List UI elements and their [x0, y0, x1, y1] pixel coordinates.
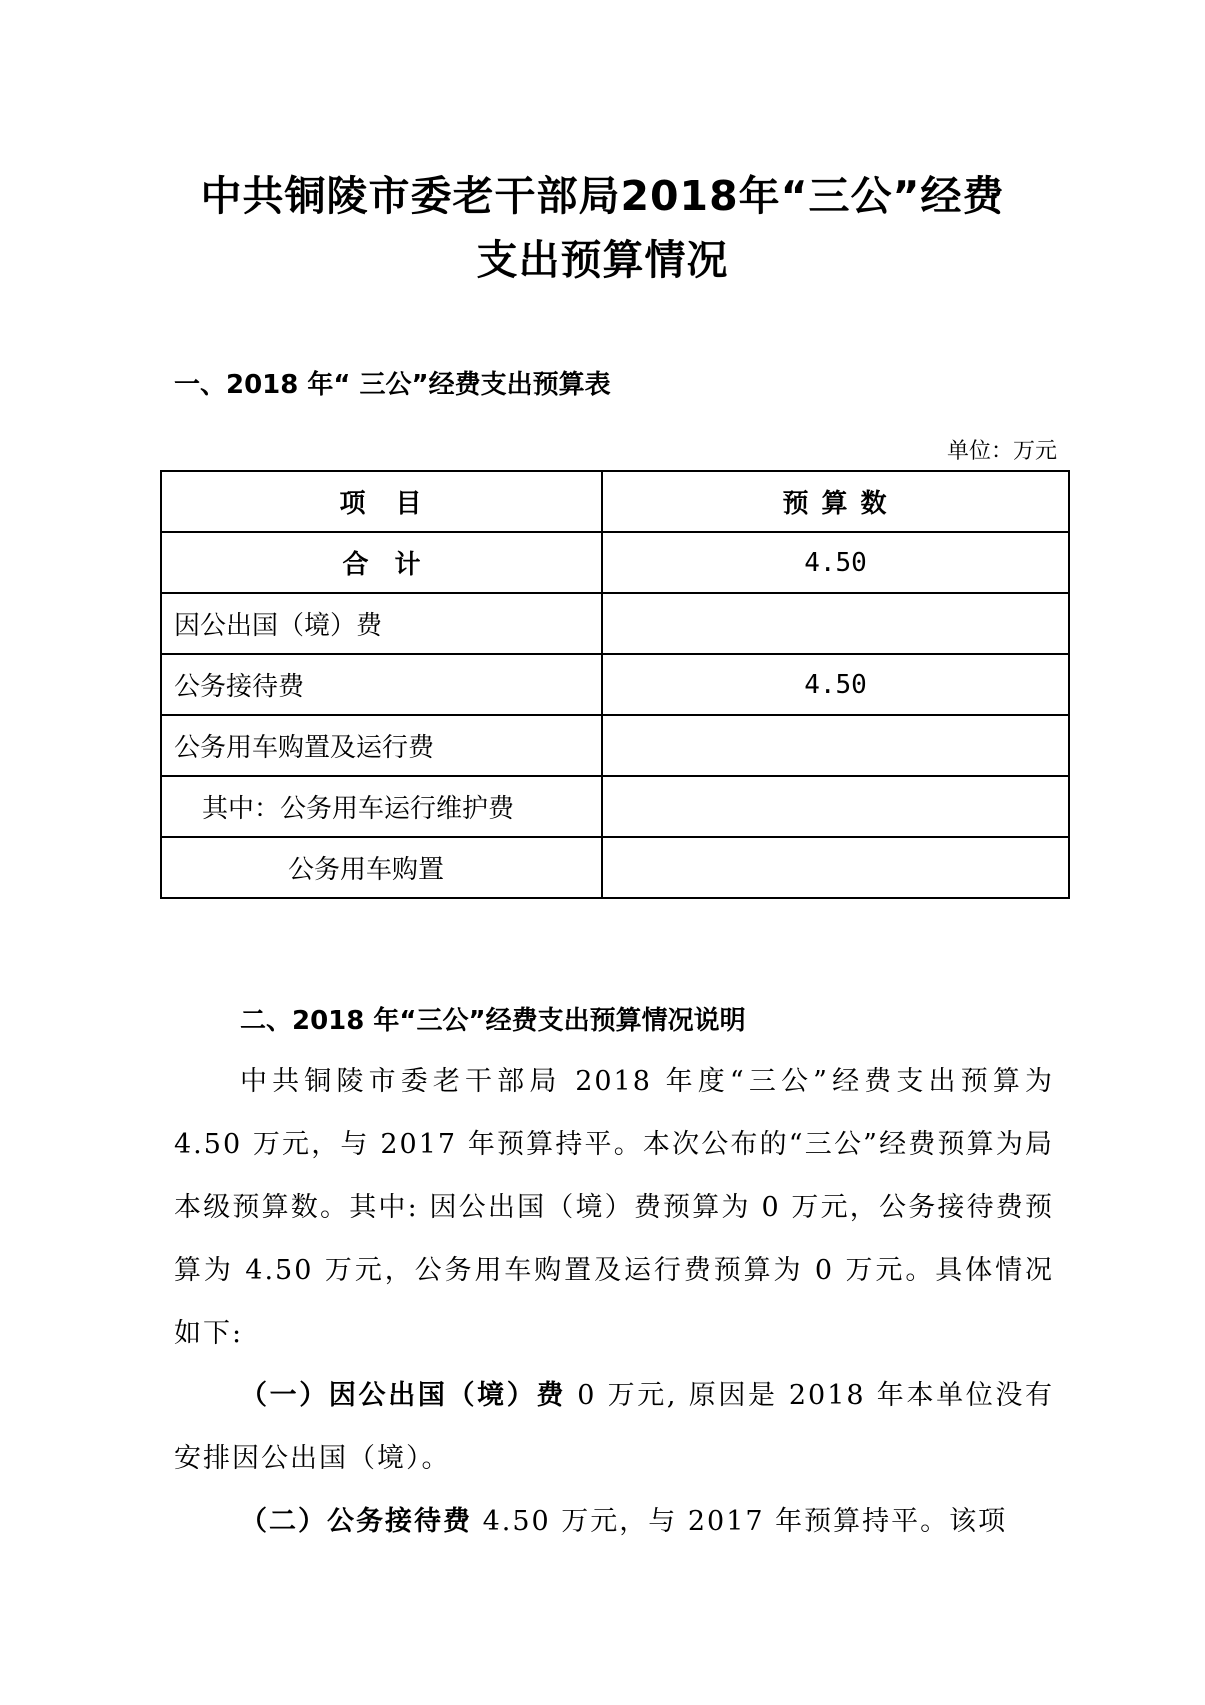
section1-heading: 一、2018 年“ 三公”经费支出预算表: [174, 370, 611, 400]
row-vehicle-maintenance-label: 其中：公务用车运行维护费: [161, 776, 602, 837]
row-overseas-label: 因公出国（境）费: [161, 593, 602, 654]
table-row: [161, 593, 1069, 654]
row-vehicle-maintenance-value: [602, 776, 1069, 837]
header-budget: 预 算 数: [602, 471, 1069, 532]
table-header-row: [161, 471, 1069, 532]
document-title-line1: 中共铜陵市委老干部局2018年“三公”经费: [200, 172, 1005, 220]
row-overseas-value: [602, 593, 1069, 654]
paragraph-item1-body: [174, 1364, 1054, 1490]
document-title-line2: 支出预算情况: [476, 236, 729, 284]
item1-text: 0 万元, 原因是 2018 年本单位没有安排因公出国（境）。: [174, 1380, 1054, 1474]
budget-table: [160, 470, 1070, 899]
row-vehicle-purchase-value: [602, 837, 1069, 898]
row-total-value: 4.50: [602, 532, 1069, 593]
table-row: [161, 532, 1069, 593]
row-vehicle-value: [602, 715, 1069, 776]
table-row: [161, 837, 1069, 898]
row-vehicle-purchase-label: 公务用车购置: [161, 837, 602, 898]
paragraph-overview: [174, 1050, 1054, 1365]
table-row: [161, 776, 1069, 837]
paragraph-item2: [174, 1490, 1054, 1553]
item2-label: （二）公务接待费: [240, 1506, 472, 1537]
row-total-label: 合 计: [161, 532, 602, 593]
unit-label: 单位：万元: [946, 439, 1057, 464]
item1-label: （一）因公出国（境）费: [240, 1380, 567, 1411]
row-reception-label: 公务接待费: [161, 654, 602, 715]
item2-text: 4.50 万元，与 2017 年预算持平。该项: [472, 1506, 1008, 1537]
section2-heading: 二、2018 年“三公”经费支出预算情况说明: [240, 1006, 746, 1036]
table-row: [161, 654, 1069, 715]
table-row: [161, 715, 1069, 776]
header-item: 项 目: [161, 471, 602, 532]
paragraph-overview-text: 中共铜陵市委老干部局 2018 年度“三公”经费支出预算为 4.50 万元，与 2017 年预算持平。本次公布的“三公”经费预算为局本级预算数。其中: 因公出国（境）费预算为 0 万元，公务接待费预算为 4.50 万元，公务用车购置及运行费预算为 0 万元。具体情况如下:: [174, 1066, 1054, 1349]
row-vehicle-label: 公务用车购置及运行费: [161, 715, 602, 776]
row-reception-value: 4.50: [602, 654, 1069, 715]
paragraph-item1: [174, 1364, 1054, 1490]
paragraph-item2-body: [174, 1490, 1054, 1553]
